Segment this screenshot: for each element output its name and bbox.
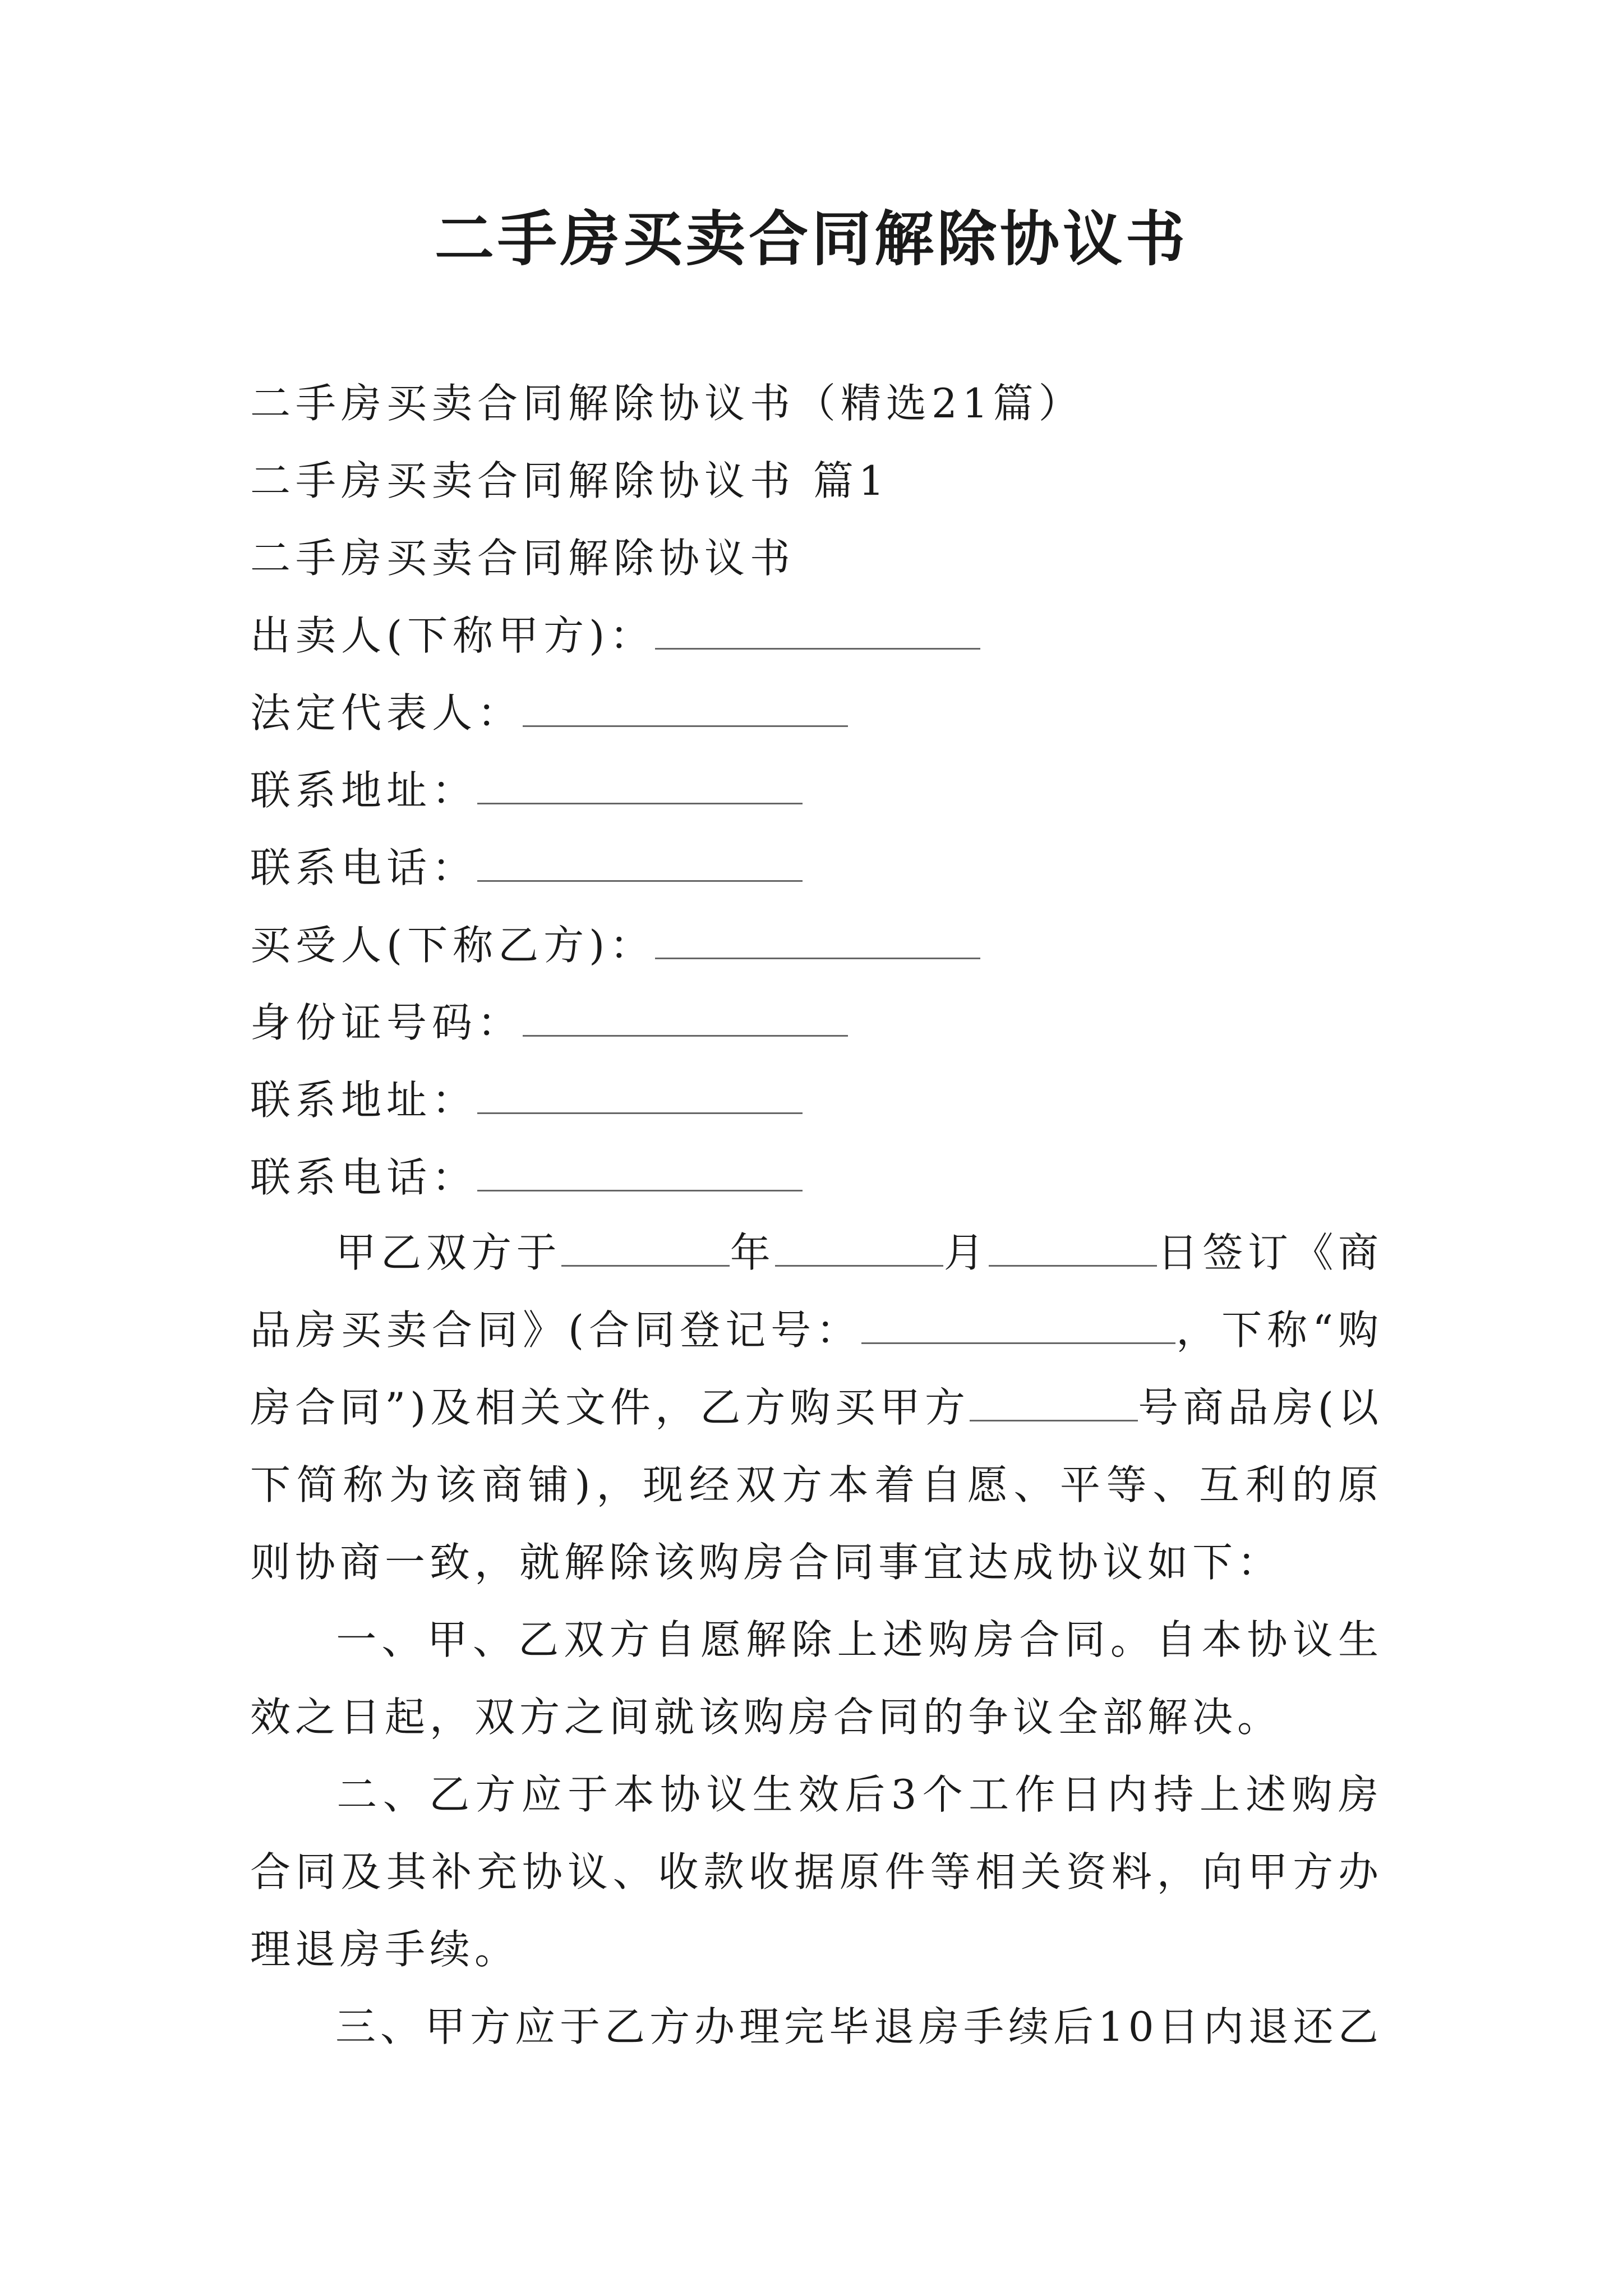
field-seller xyxy=(250,597,1383,674)
fill-blank-month[interactable] xyxy=(775,1220,943,1267)
field-buyer-address xyxy=(250,1061,1383,1139)
fill-blank[interactable] xyxy=(655,603,980,650)
field-label: 买受人(下称乙方)： xyxy=(250,922,656,969)
field-legal-rep xyxy=(250,674,1383,752)
intro-lines xyxy=(250,365,1383,1216)
field-label: 法定代表人： xyxy=(250,689,523,737)
field-buyer-phone xyxy=(250,1139,1383,1216)
intro-line: 二手房买卖合同解除协议书 xyxy=(250,535,796,582)
fill-blank[interactable] xyxy=(477,835,803,882)
field-label: 身份证号码： xyxy=(250,999,523,1046)
fill-blank-reg-no[interactable] xyxy=(861,1297,1175,1344)
fill-blank[interactable] xyxy=(477,758,803,804)
field-label: 出卖人(下称甲方)： xyxy=(250,612,656,659)
field-label: 联系电话： xyxy=(250,1154,478,1201)
fill-blank[interactable] xyxy=(477,1068,803,1114)
fill-blank[interactable] xyxy=(523,680,848,727)
fill-blank-year[interactable] xyxy=(561,1220,730,1267)
fill-blank[interactable] xyxy=(655,913,980,959)
paragraph-contract: 甲乙双方于 年 月 日签订《商品房买卖合同》(合同登记号： ，下称“购房合同”)及相关文件，乙方购买甲方 号商品房(以下简称为该商铺)，现经双方本着自愿、平等、互利的原则协商一致，就解除该购房合同事宜达成协议如下： xyxy=(250,1214,1383,1601)
fill-blank-day[interactable] xyxy=(989,1220,1157,1267)
field-buyer xyxy=(250,907,1383,984)
paragraph-1: 一、甲、乙双方自愿解除上述购房合同。自本协议生效之日起，双方之间就该购房合同的争议全部解决。 xyxy=(250,1616,1383,1741)
field-label: 联系地址： xyxy=(250,767,478,814)
fill-blank[interactable] xyxy=(477,1145,803,1191)
fill-blank[interactable] xyxy=(523,990,848,1037)
intro-line: 二手房买卖合同解除协议书 篇1 xyxy=(250,457,889,504)
field-label: 联系电话： xyxy=(250,844,478,891)
paragraph-2: 二、乙方应于本协议生效后3个工作日内持上述购房合同及其补充协议、收款收据原件等相关资料，向甲方办理退房手续。 xyxy=(250,1771,1383,1973)
field-seller-address xyxy=(250,752,1383,829)
intro-line: 二手房买卖合同解除协议书（精选21篇） xyxy=(250,380,1084,427)
fill-blank-unit[interactable] xyxy=(970,1375,1138,1421)
field-seller-phone xyxy=(250,829,1383,907)
field-id-number xyxy=(250,984,1383,1061)
document-title: 二手房买卖合同解除协议书 xyxy=(435,205,1188,274)
paragraph-3: 三、甲方应于乙方办理完毕退房手续后10日内退还乙 xyxy=(335,2003,1383,2050)
field-label: 联系地址： xyxy=(250,1076,478,1124)
